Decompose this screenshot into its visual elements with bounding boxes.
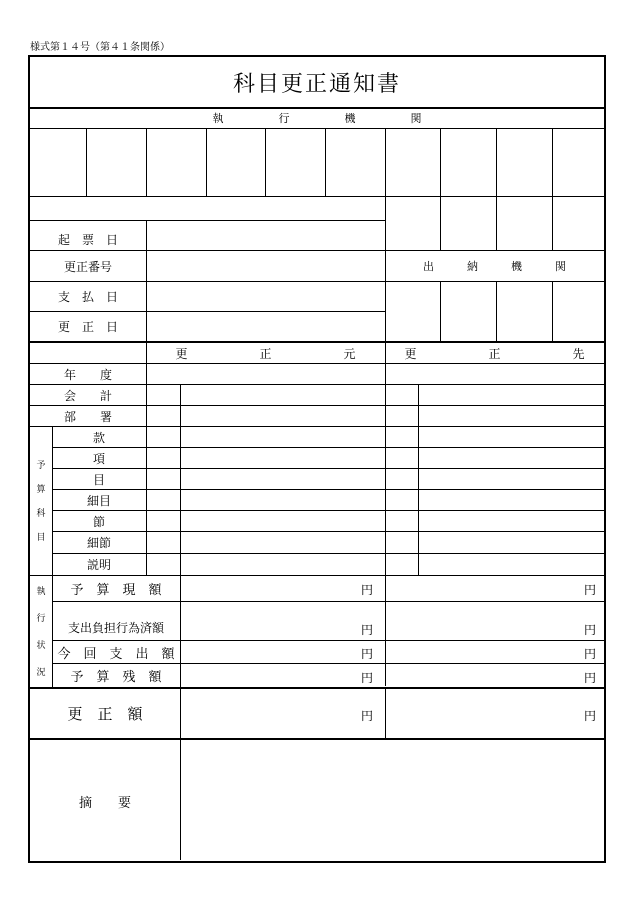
budget-item-saisetsu: 細節: [86, 536, 111, 550]
budget-item-kan: 款: [92, 430, 105, 445]
budget-balance-label: 予 算 残 額: [70, 670, 162, 685]
yen-unit: 円: [584, 709, 597, 723]
form-number: 様式第１４号（第４１条関係）: [30, 42, 170, 53]
yen-unit: 円: [361, 623, 374, 637]
yen-unit: 円: [361, 647, 374, 661]
budget-item-saimoku: 細目: [86, 493, 111, 508]
correction-date-label: 更 正 日: [57, 320, 118, 334]
dest-header: 更 正 先: [404, 346, 585, 361]
summary-field[interactable]: [181, 740, 604, 861]
treasury-agency-header: 出 納 機 関: [423, 260, 566, 273]
yen-unit: 円: [584, 671, 597, 685]
budget-item-moku: 目: [92, 472, 105, 487]
yen-unit: 円: [361, 671, 374, 685]
form-title: 科目更正通知書: [232, 71, 401, 97]
account-label: 会 計: [63, 388, 112, 403]
summary-label: 摘 要: [78, 795, 131, 811]
yen-unit: 円: [584, 647, 597, 661]
this-payment-label: 今 回 支 出 額: [57, 646, 175, 662]
budget-subject-label: 予 算 科 目: [36, 460, 46, 543]
yen-unit: 円: [361, 583, 374, 597]
source-header: 更 正 元: [175, 346, 356, 361]
budget-item-kou: 項: [92, 451, 105, 466]
correction-no-label: 更正番号: [63, 259, 112, 274]
commitment-done-label: 支出負担行為済額: [67, 620, 164, 635]
execution-status-label: 執 行 状 況: [36, 587, 46, 678]
department-label: 部 署: [63, 409, 112, 424]
payment-date-label: 支 払 日: [57, 290, 118, 304]
executing-agency-header: 執 行 機 関: [212, 112, 422, 125]
form-frame: [28, 55, 606, 863]
budget-item-setsumei: 説明: [86, 558, 111, 572]
budget-item-setsu: 節: [92, 514, 105, 529]
draft-date-label: 起 票 日: [57, 232, 118, 247]
budget-current-label: 予 算 現 額: [70, 583, 162, 598]
yen-unit: 円: [584, 623, 597, 637]
correction-amount-label: 更 正 額: [67, 705, 143, 723]
yen-unit: 円: [361, 709, 374, 723]
fiscal-year-label: 年 度: [63, 367, 112, 382]
yen-unit: 円: [584, 583, 597, 597]
